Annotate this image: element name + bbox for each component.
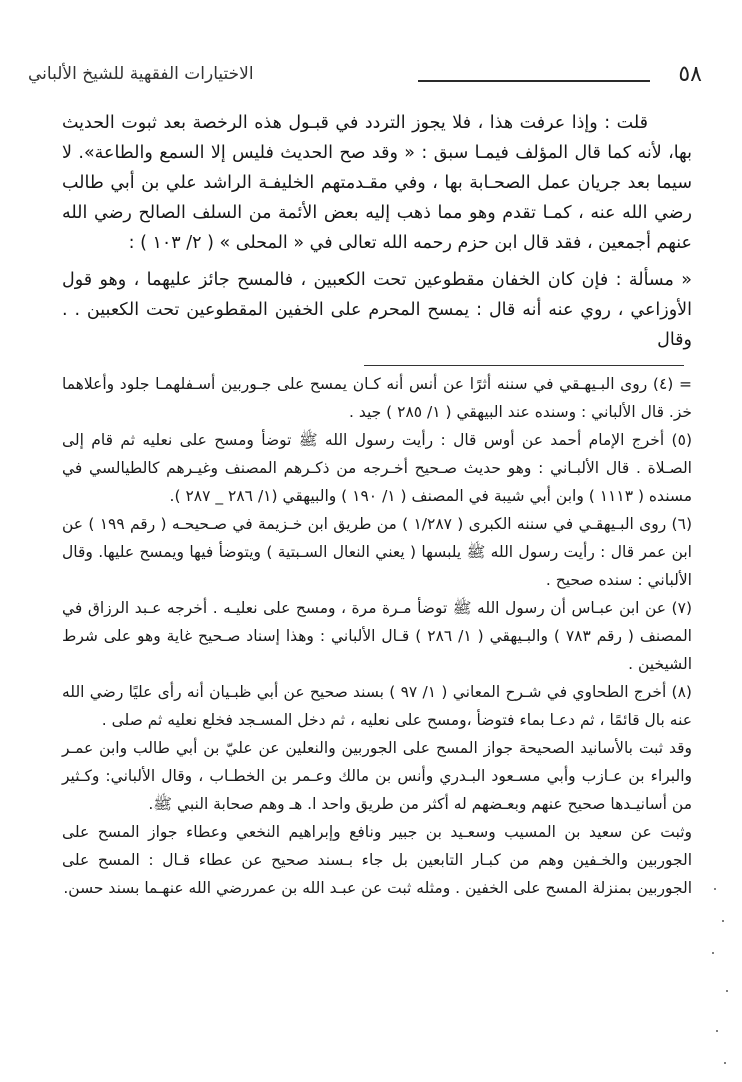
footnote: (٧) عن ابن عبـاس أن رسول الله ﷺ توضأ مـرة مرة ، ومسح على نعليـه . أخرجه عـبد الرزاق في المصنف ( رقم ٧٨٣ ) والبـيهقي ( ١/ ٢٨٦ ) قـال الألباني : وهذا إسناد صـحيح غاية وهو على شرط الشيخين . xyxy=(62,599,692,673)
footnote: (٦) روى البـيهقـي في سننه الكبرى ( ١/٢٨٧ ) من طريق ابن خـزيمة في صـحيحـه ( رقم ١٩٩ ) عن ابن عمر قال : رأيت رسول الله ﷺ يلبسها ( يعني النعال السـبتية ) ويتوضأ فيها ويمسح عليها. وقال الألباني : سنده صحيح . xyxy=(62,515,692,589)
footnotes xyxy=(62,370,692,902)
footnote: وثبت عن سعيد بن المسيب وسعـيد بن جبير ونافع وإبراهيم النخعي وعطاء جواز المسح على الجوربين والخـفين وهم من كبـار التابعين بل جاء بـسند صحيح عن عطاء قـال : المسح على الجوربين بمنزلة المسح على الخفين . ومثله ثبت عن عبـد الله بن عمررضي الله عنهـما بسند حسن. xyxy=(62,823,692,897)
footnote: (٥) أخرج الإمام أحمد عن أوس قال : رأيت رسول الله ﷺ توضأ ومسح على نعليه ثم قام إلى الصـلاة . قال الألبـاني : وهو حديث صـحيح أخـرجه من ذكـرهم المصنف وغيـرهم كالطيالسي في مسنده ( ١١١٣ ) وابن أبي شيبة في المصنف ( ١/ ١٩٠ ) والبيهقي (١/ ٢٨٦ _ ٢٨٧ ). xyxy=(62,431,692,505)
main-paragraph: قلت : وإذا عرفت هذا ، فلا يجوز التردد في قبـول هذه الرخصة بعد ثبوت الحديث بها، لأنه كما قال المؤلف فيمـا سبق : « وقد صح الحديث فليس إلا السمع والطاعة». لا سيما بعد جريان عمل الصحـابة بها ، وفي مقـدمتهم الخليفـة الراشد علي بن أبي طالب رضي الله عنه ، كمـا تقدم وهو مما ذهب إليه بعض الأئمة من السلف الصالح رضي الله عنهم أجمعين ، فقد قال ابن حزم رحمه الله تعالى في « المحلى » ( ٢/ ١٠٣ ) : xyxy=(62,113,692,253)
footnote-separator xyxy=(364,365,684,366)
main-paragraph: « مسألة : فإن كان الخفان مقطوعين تحت الكعبين ، فالمسح جائز عليهما ، وهو قول الأوزاعي ، روي عنه أنه قال : يمسح المحرم على الخفين المقطوعين تحت الكعبين . . وقال xyxy=(62,270,692,350)
header-rule xyxy=(418,80,650,82)
footnote: وقد ثبت بالأسانيد الصحيحة جواز المسح على الجوربين والنعلين عن عليّ بن أبي طالب وابن عمـر والبراء بن عـازب وأبي مسـعود البـدري وأنس بن مالك وعـمر بن الخطـاب ، وقال الألباني: وكـثير من أسانيـدها صحيح عنهم وبعـضهم له أكثر من طريق واحد ا. هـ وهم صحابة النبي ﷺ. xyxy=(62,739,692,813)
footnote: = (٤) روى البـيهـقي في سننه أثرًا عن أنس أنه كـان يمسح على جـوربين أسـفلهمـا جلود وأعلاهما خز. قال الألباني : وسنده عند البيهقي ( ١/ ٢٨٥ ) جيد . xyxy=(62,375,692,421)
page-number: ٥٨ xyxy=(678,62,702,87)
running-title: الاختيارات الفقهية للشيخ الألباني xyxy=(28,64,254,84)
main-text xyxy=(62,108,692,355)
footnote: (٨) أخرج الطحاوي في شـرح المعاني ( ١/ ٩٧ ) بسند صحيح عن أبي ظبـيان أنه رأى عليًا رضي الله عنه بال قائمًا ، ثم دعـا بماء فتوضأ ،ومسح على نعليه ، ثم دخل المسـجد فخلع نعليه ثم صلى . xyxy=(62,683,692,729)
scan-speckles xyxy=(708,880,734,1080)
page-header xyxy=(28,56,702,96)
